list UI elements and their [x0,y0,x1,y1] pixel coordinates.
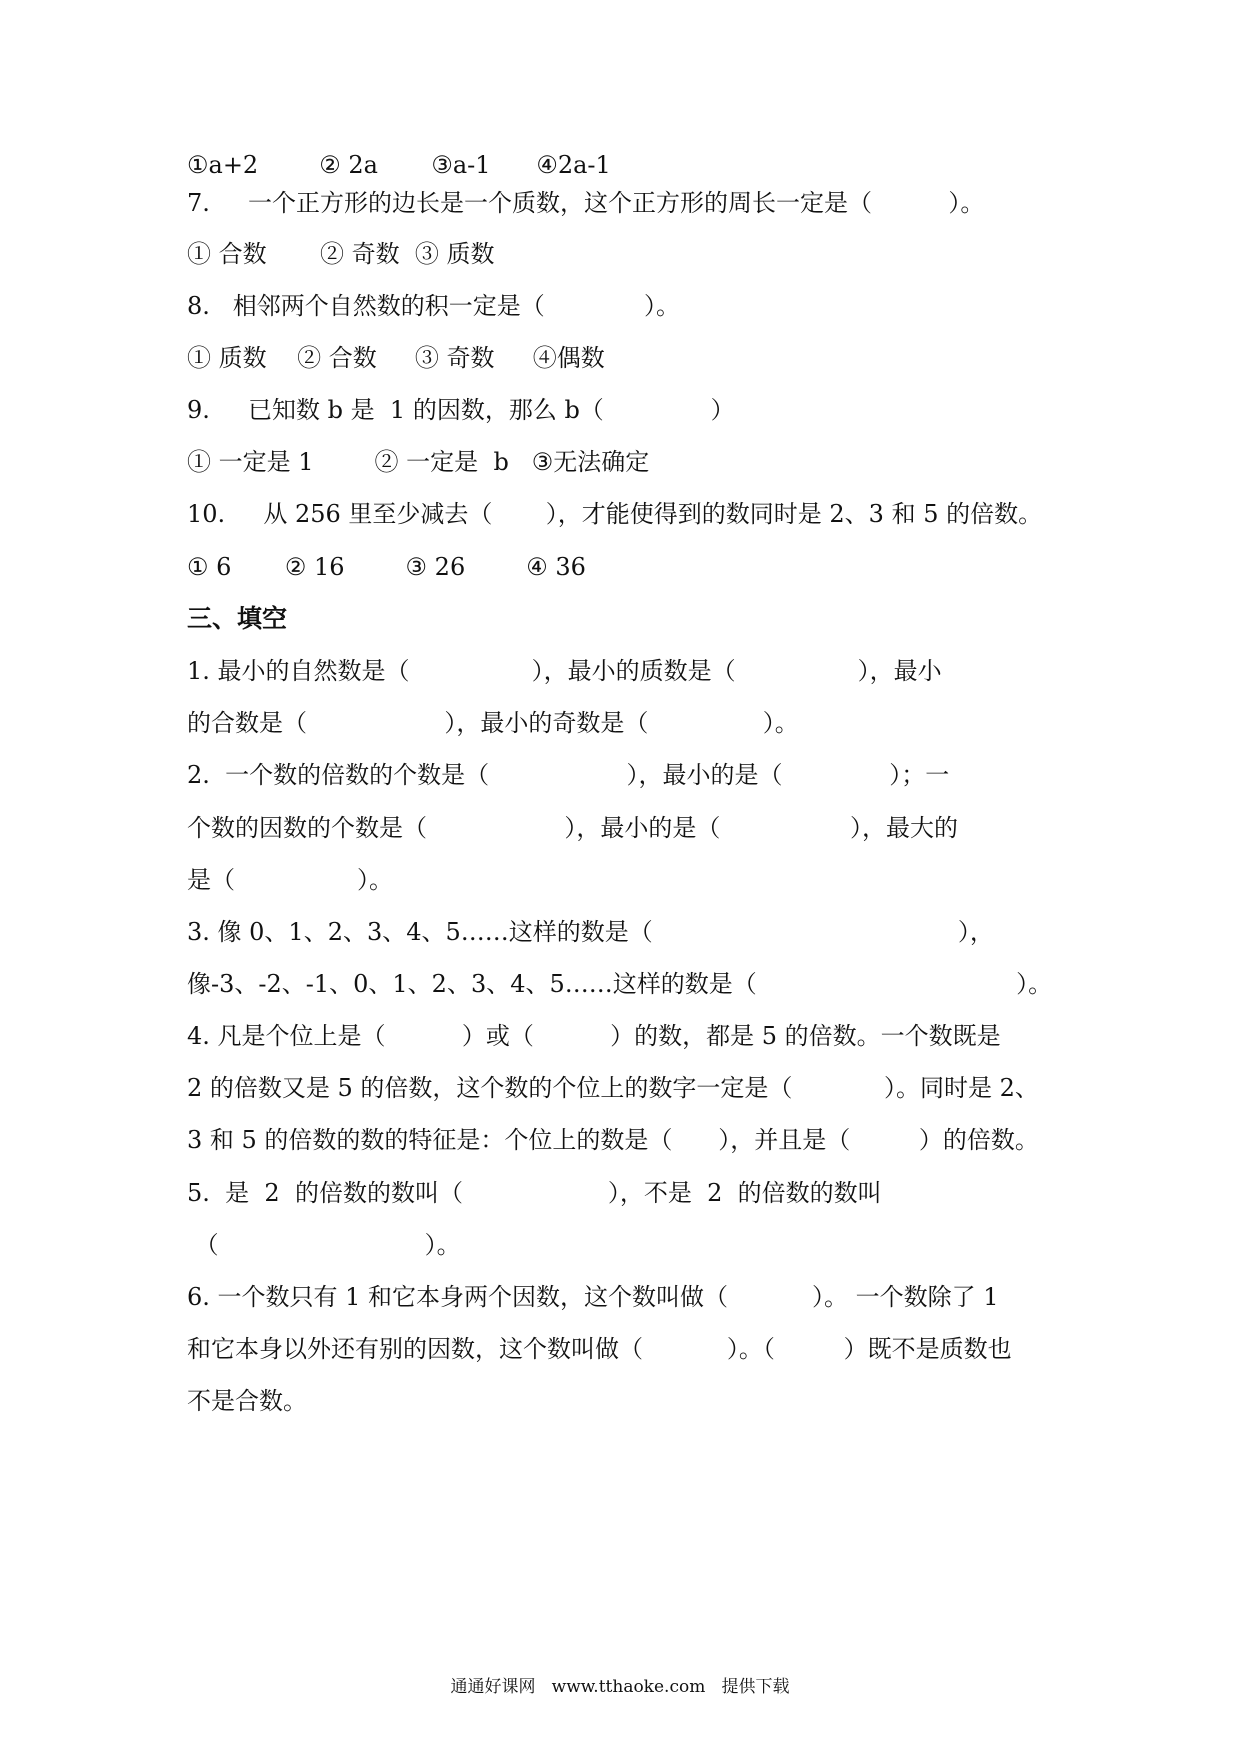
section-heading: 三、填空 [187,604,288,633]
q9-options: ① 一定是 1 ② 一定是 b ③无法确定 [187,448,650,476]
fill-2-line-3: 是（ ）。 [187,866,394,894]
q6-options: ①a+2 ② 2a ③a-1 ④2a-1 [187,151,611,179]
fill-4-line-1: 4. 凡是个位上是（ ）或（ ）的数，都是 5 的倍数。一个数既是 [187,1022,1001,1050]
question-9: 9. 已知数 b 是 1 的因数，那么 b（ ） [187,396,735,424]
question-10: 10. 从 256 里至少减去（ ），才能使得到的数同时是 2、3 和 5 的倍数。 [187,500,1043,528]
q7-options: ① 合数 ② 奇数 ③ 质数 [187,240,495,268]
q10-options: ① 6 ② 16 ③ 26 ④ 36 [187,553,586,581]
fill-4-line-2: 2 的倍数又是 5 的倍数，这个数的个位上的数字一定是（ ）。同时是 2、 [187,1074,1039,1102]
fill-2-line-1: 2. 一个数的倍数的个数是（ ），最小的是（ ）；一 [187,761,950,789]
fill-4-line-3: 3 和 5 的倍数的数的特征是：个位上的数是（ ），并且是（ ）的倍数。 [187,1126,1039,1154]
page-footer: 通通好课网 www.tthaoke.com 提供下载 [450,1677,790,1697]
fill-3-line-2: 像-3、-2、-1、0、1、2、3、4、5……这样的数是（ ）。 [187,970,1053,998]
fill-2-line-2: 个数的因数的个数是（ ），最小的是（ ），最大的 [187,814,959,842]
fill-3-line-1: 3. 像 0、1、2、3、4、5……这样的数是（ ）， [187,918,994,946]
question-7: 7. 一个正方形的边长是一个质数，这个正方形的周长一定是（ ）。 [187,189,985,217]
fill-1-line-1: 1. 最小的自然数是（ ），最小的质数是（ ），最小 [187,657,942,685]
q8-options: ① 质数 ② 合数 ③ 奇数 ④偶数 [187,344,605,372]
question-8: 8. 相邻两个自然数的积一定是（ ）。 [187,292,680,320]
fill-6-line-3: 不是合数。 [187,1387,307,1415]
fill-5-line-1: 5. 是 2 的倍数的数叫（ ），不是 2 的倍数的数叫 [187,1179,882,1207]
fill-6-line-1: 6. 一个数只有 1 和它本身两个因数，这个数叫做（ ）。 一个数除了 1 [187,1283,999,1311]
fill-6-line-2: 和它本身以外还有别的因数，这个数叫做（ ）。（ ）既不是质数也 [187,1335,1012,1363]
fill-1-line-2: 的合数是（ ），最小的奇数是（ ）。 [187,709,799,737]
fill-5-line-2: （ ）。 [187,1231,461,1259]
